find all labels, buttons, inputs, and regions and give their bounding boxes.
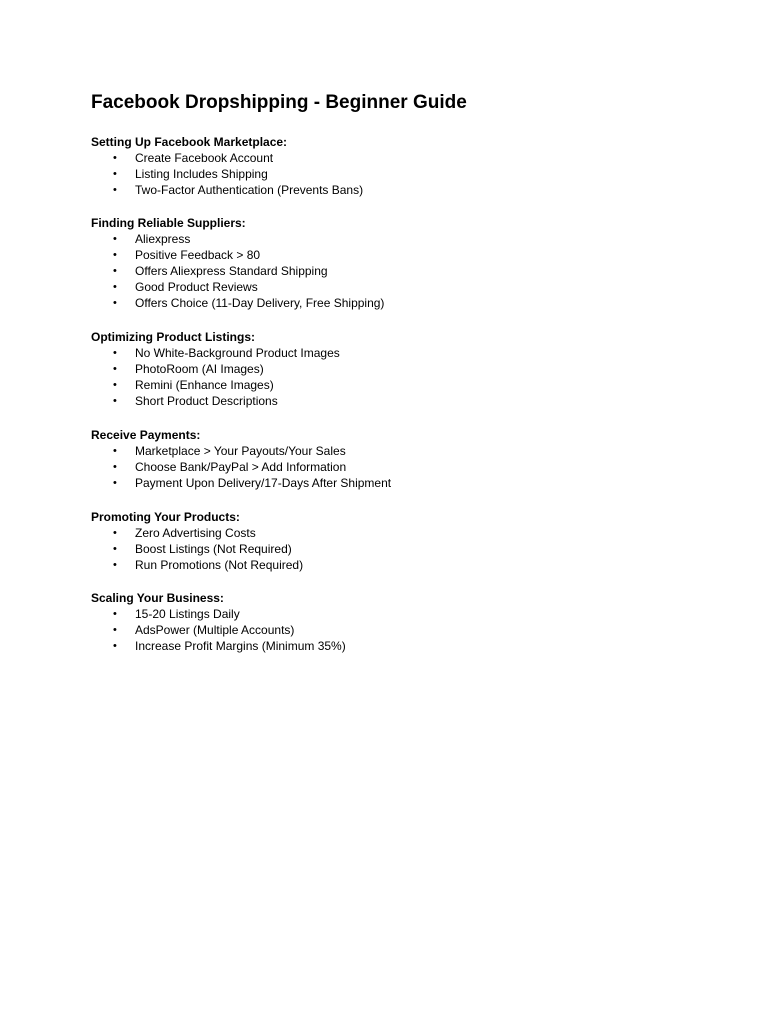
section-receive-payments xyxy=(91,427,691,491)
list-item xyxy=(91,557,691,573)
bullet-icon: • xyxy=(113,445,117,457)
section-finding-suppliers xyxy=(91,215,691,311)
bullet-icon: • xyxy=(113,640,117,652)
list-item xyxy=(91,182,691,198)
list-item-text: Good Product Reviews xyxy=(135,280,258,294)
list-item xyxy=(91,295,691,311)
list-item-text: Short Product Descriptions xyxy=(135,394,278,408)
list-item xyxy=(91,279,691,295)
bullet-icon: • xyxy=(113,233,117,245)
list-item xyxy=(91,622,691,638)
list-item-text: Zero Advertising Costs xyxy=(135,526,256,540)
section-heading: Optimizing Product Listings: xyxy=(91,330,255,344)
bullet-icon: • xyxy=(113,265,117,277)
bullet-icon: • xyxy=(113,543,117,555)
bullet-icon: • xyxy=(113,608,117,620)
bullet-icon: • xyxy=(113,281,117,293)
bullet-icon: • xyxy=(113,379,117,391)
list-item-text: Offers Choice (11-Day Delivery, Free Shipping) xyxy=(135,296,385,310)
bullet-icon: • xyxy=(113,624,117,636)
list-item xyxy=(91,247,691,263)
list-item xyxy=(91,377,691,393)
list-item-text: PhotoRoom (AI Images) xyxy=(135,362,264,376)
list-item-text: Run Promotions (Not Required) xyxy=(135,558,304,572)
bullet-icon: • xyxy=(113,395,117,407)
list-item xyxy=(91,231,691,247)
bullet-icon: • xyxy=(113,184,117,196)
bullet-list xyxy=(91,525,691,573)
list-item xyxy=(91,345,691,361)
section-heading: Finding Reliable Suppliers: xyxy=(91,216,246,230)
list-item-text: Positive Feedback > 80 xyxy=(135,248,261,262)
bullet-list xyxy=(91,150,691,198)
list-item xyxy=(91,525,691,541)
list-item xyxy=(91,263,691,279)
list-item xyxy=(91,443,691,459)
list-item-text: Create Facebook Account xyxy=(135,151,274,165)
list-item-text: Aliexpress xyxy=(135,232,191,246)
section-heading: Receive Payments: xyxy=(91,428,201,442)
list-item-text: Listing Includes Shipping xyxy=(135,167,268,181)
list-item xyxy=(91,361,691,377)
list-item-text: Two-Factor Authentication (Prevents Bans) xyxy=(135,183,364,197)
list-item-text: Offers Aliexpress Standard Shipping xyxy=(135,264,328,278)
section-setting-up-marketplace xyxy=(91,134,691,198)
bullet-icon: • xyxy=(113,559,117,571)
list-item xyxy=(91,393,691,409)
bullet-icon: • xyxy=(113,363,117,375)
list-item xyxy=(91,150,691,166)
list-item-text: Payment Upon Delivery/17-Days After Shipment xyxy=(135,476,392,490)
bullet-icon: • xyxy=(113,168,117,180)
list-item xyxy=(91,166,691,182)
bullet-list xyxy=(91,443,691,491)
section-heading: Setting Up Facebook Marketplace: xyxy=(91,135,288,149)
section-optimizing-listings xyxy=(91,329,691,409)
list-item xyxy=(91,541,691,557)
bullet-list xyxy=(91,231,691,311)
bullet-icon: • xyxy=(113,347,117,359)
section-promoting-products xyxy=(91,509,691,573)
bullet-icon: • xyxy=(113,461,117,473)
document-title: Facebook Dropshipping - Beginner Guide xyxy=(91,92,467,113)
list-item-text: AdsPower (Multiple Accounts) xyxy=(135,623,295,637)
list-item-text: No White-Background Product Images xyxy=(135,346,340,360)
bullet-icon: • xyxy=(113,249,117,261)
list-item-text: Remini (Enhance Images) xyxy=(135,378,274,392)
list-item-text: Choose Bank/PayPal > Add Information xyxy=(135,460,347,474)
list-item xyxy=(91,459,691,475)
list-item-text: Increase Profit Margins (Minimum 35%) xyxy=(135,639,346,653)
section-heading: Promoting Your Products: xyxy=(91,510,240,524)
bullet-icon: • xyxy=(113,152,117,164)
list-item-text: Boost Listings (Not Required) xyxy=(135,542,292,556)
list-item xyxy=(91,606,691,622)
list-item xyxy=(91,475,691,491)
bullet-list xyxy=(91,606,691,654)
section-scaling-business xyxy=(91,590,691,654)
list-item xyxy=(91,638,691,654)
bullet-list xyxy=(91,345,691,409)
bullet-icon: • xyxy=(113,527,117,539)
list-item-text: 15-20 Listings Daily xyxy=(135,607,240,621)
bullet-icon: • xyxy=(113,297,117,309)
section-heading: Scaling Your Business: xyxy=(91,591,224,605)
bullet-icon: • xyxy=(113,477,117,489)
list-item-text: Marketplace > Your Payouts/Your Sales xyxy=(135,444,346,458)
